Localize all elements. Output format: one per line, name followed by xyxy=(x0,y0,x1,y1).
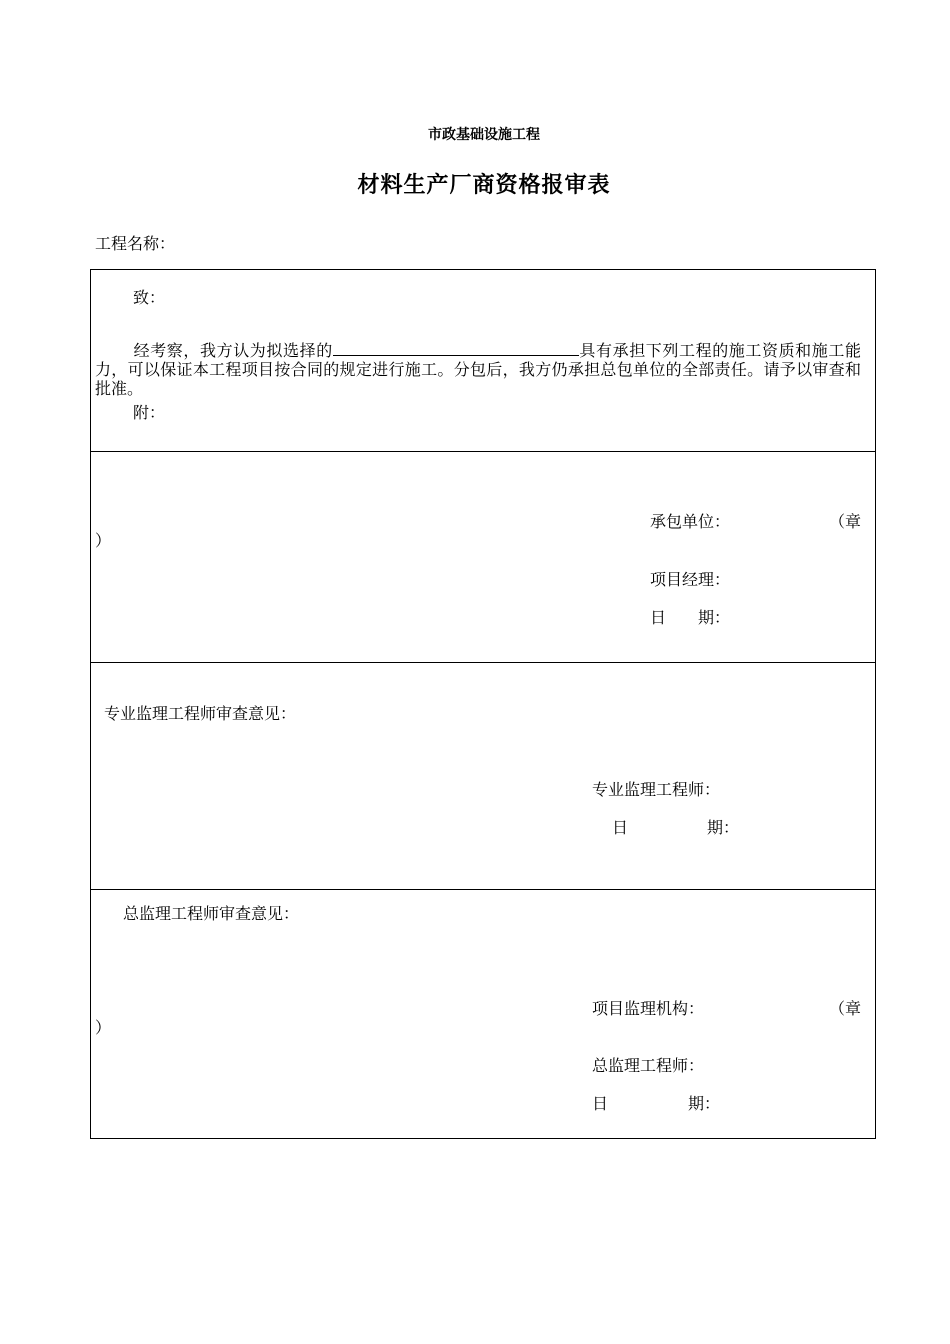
date-label-2-period: 期： xyxy=(707,818,740,837)
date-label-2-day: 日 xyxy=(612,818,629,837)
specialist-engineer-label: 专业监理工程师： xyxy=(592,780,721,799)
chief-engineer-label: 总监理工程师： xyxy=(592,1056,705,1075)
project-manager-label: 项目经理： xyxy=(650,570,731,589)
row-divider-3 xyxy=(90,889,876,890)
chief-opinion-label: 总监理工程师审查意见： xyxy=(123,904,300,923)
seal-close-1: ） xyxy=(95,531,112,550)
to-label: 致： xyxy=(133,288,166,307)
subcontractor-blank xyxy=(333,340,579,356)
document-subtitle: 市政基础设施工程 xyxy=(428,127,540,143)
declaration-rest: 具有承担下列工程的施工资质和施工能力，可以保证本工程项目按合同的规定进行施工。分包后，我方仍承担总包单位的全部责任。请予以审查和批准。 xyxy=(95,341,861,398)
date-label-3-day: 日 xyxy=(592,1094,609,1113)
date-label-1: 日 期： xyxy=(650,608,731,627)
declaration-lead: 经考察，我方认为拟选择的 xyxy=(133,341,333,360)
seal-open-2: （章 xyxy=(829,999,862,1018)
document-title: 材料生产厂商资格报审表 xyxy=(357,173,611,198)
project-name-label: 工程名称： xyxy=(95,234,176,253)
row-divider-2 xyxy=(90,662,876,663)
contractor-label: 承包单位： xyxy=(650,512,731,531)
seal-close-2: ） xyxy=(95,1018,112,1037)
seal-open-1: （章 xyxy=(829,512,862,531)
declaration-paragraph xyxy=(95,340,861,398)
specialist-opinion-label: 专业监理工程师审查意见： xyxy=(104,704,297,723)
attachment-label: 附： xyxy=(133,403,166,422)
date-label-3-period: 期： xyxy=(688,1094,721,1113)
supervision-org-label: 项目监理机构： xyxy=(592,999,705,1018)
row-divider-1 xyxy=(90,451,876,452)
